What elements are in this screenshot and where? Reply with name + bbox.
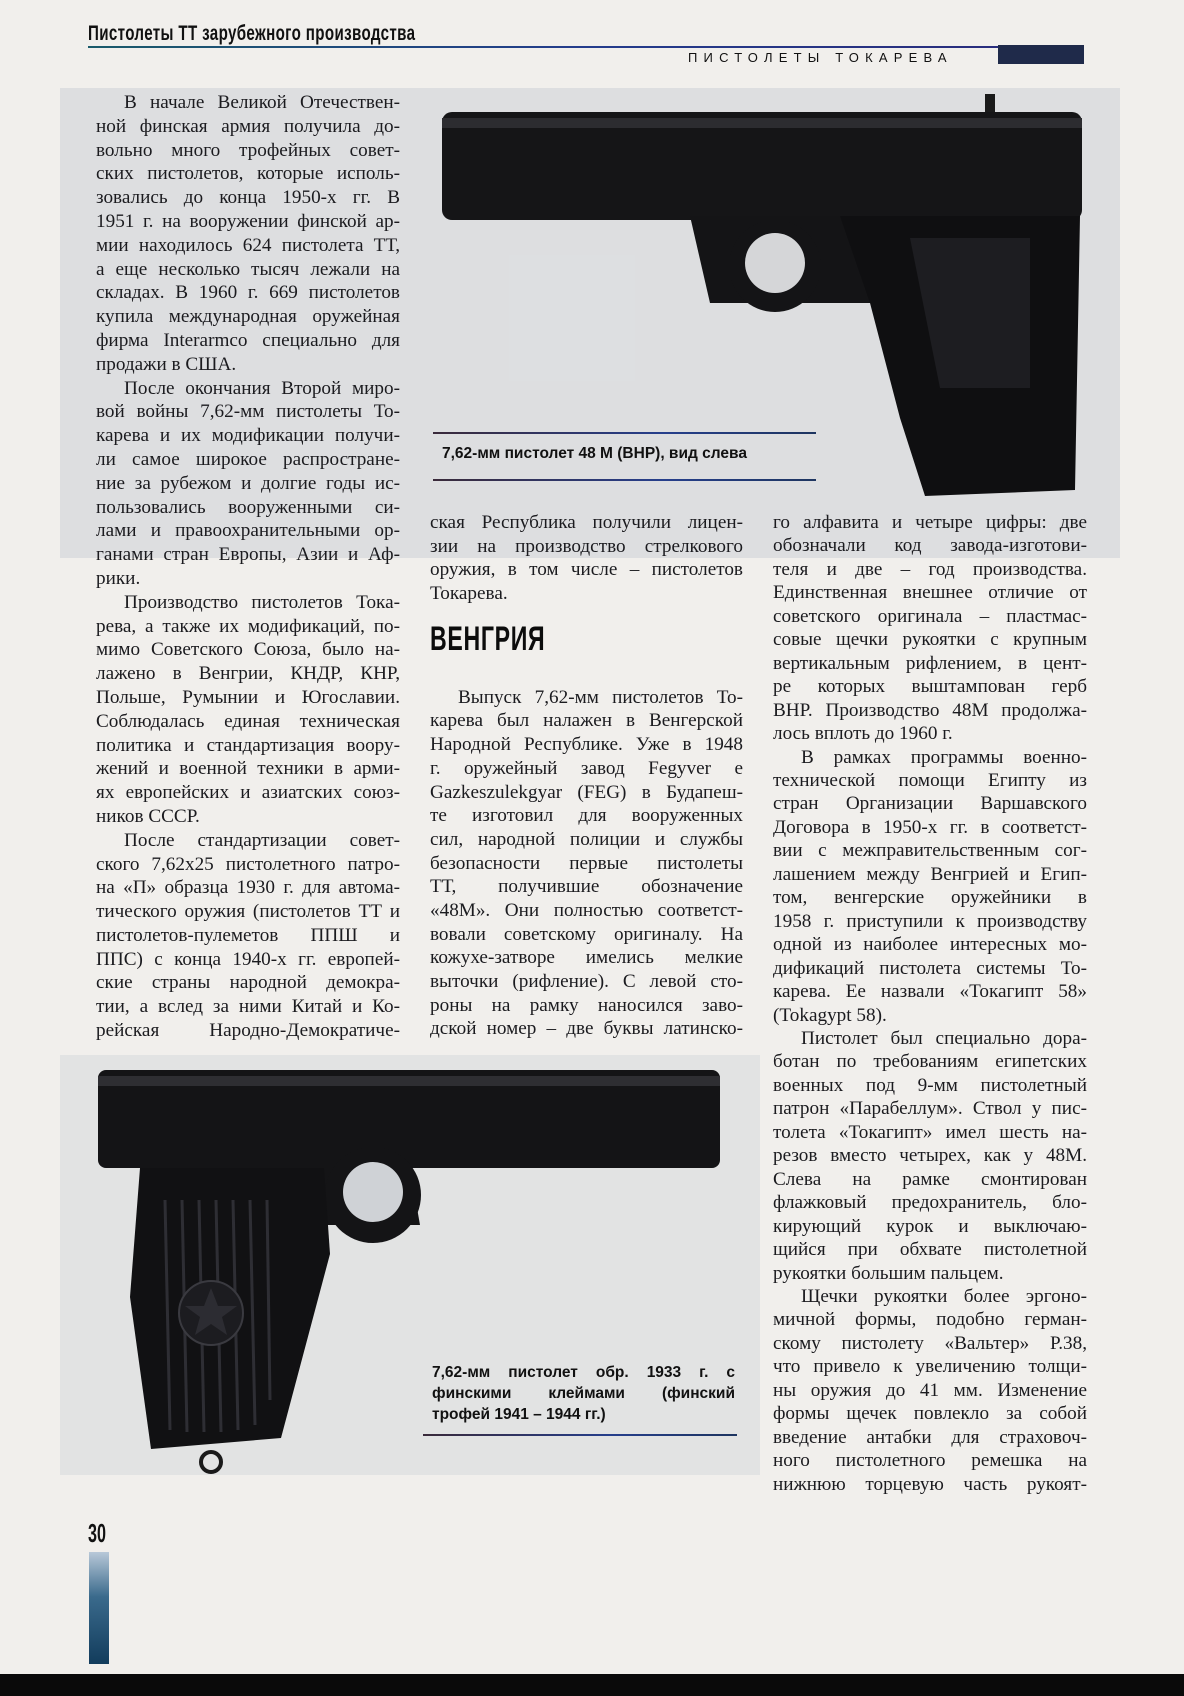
text-line: введение антабки для страховоч- <box>773 1426 1087 1448</box>
text-line: дской номер – две буквы латинско- <box>430 1018 743 1040</box>
text-line: советского оригинала – пластмас- <box>773 605 1087 627</box>
text-line: карева. Ее назвали «Токагипт 58» <box>773 981 1087 1003</box>
text-line: флажковый предохранитель, бло- <box>773 1192 1087 1214</box>
text-line: ре которых выштампован герб <box>773 676 1087 698</box>
text-line: мимо Советского Союза, было на- <box>96 639 400 661</box>
text-line: ганами стран Европы, Азии и Аф- <box>96 544 400 566</box>
text-line: Производство пистолетов Тока- <box>124 591 400 613</box>
text-line: карева и их модификации получи- <box>96 425 400 447</box>
text-line: кирующий курок и выключаю- <box>773 1215 1087 1237</box>
text-line: Единственная внешнее отличие от <box>773 582 1087 604</box>
caption-line: финскими клеймами (финский <box>432 1385 735 1402</box>
paragraph <box>96 829 400 1043</box>
bottom-caption-rule <box>423 1434 737 1436</box>
text-line: ях европейских и азиатских союз- <box>96 782 400 804</box>
section-heading: ВЕНГРИЯ <box>430 619 546 658</box>
text-line: сил, народной полиции и службы <box>430 828 743 850</box>
scan-edge <box>0 1674 1184 1696</box>
text-line: ного пистолетного ремешка на <box>773 1450 1087 1472</box>
text-line: купила международная оружейная <box>96 306 400 328</box>
paragraph <box>96 591 400 829</box>
text-line: 1958 г. приступили к производству <box>773 910 1087 932</box>
text-line: вертикальным рифлением, в цент- <box>773 652 1087 674</box>
text-line: го алфавита и четыре цифры: две <box>773 512 1087 533</box>
text-line: ВНР. Производство 48М продолжа- <box>773 699 1087 721</box>
top-caption-rule-upper <box>433 432 816 434</box>
header-rule <box>88 46 1082 48</box>
paragraph <box>773 746 1087 1027</box>
paragraph <box>773 1027 1087 1285</box>
text-line: В начале Великой Отечествен- <box>124 92 400 113</box>
text-line: кожухе-затворе имелись мелкие <box>430 947 743 969</box>
text-line: оружия, в том числе – пистолетов <box>430 559 743 581</box>
text-line: рева, а также их модификаций, по- <box>96 615 400 637</box>
text-line: мии находилось 624 пистолета ТТ, <box>96 234 400 256</box>
text-line: Польше, Румынии и Югославии. <box>96 686 400 708</box>
text-line: вии с межправительственным сог- <box>773 840 1087 862</box>
text-line: Выпуск 7,62-мм пистолетов То- <box>458 686 743 708</box>
text-line: вольно много трофейных совет- <box>96 139 400 161</box>
text-line: ны оружия до 41 мм. Изменение <box>773 1379 1087 1401</box>
text-line: пользовались вооруженными си- <box>96 496 400 518</box>
text-line: лами и правоохранительными ор- <box>96 520 400 542</box>
text-line: Слева на рамке смонтирован <box>773 1168 1087 1190</box>
bottom-caption <box>432 1362 735 1425</box>
text-line: Народной Республике. Уже в 1948 <box>430 734 743 756</box>
text-line: выточки (рифление). С левой сто- <box>430 971 743 992</box>
page-number: 30 <box>88 1518 106 1548</box>
text-line: (Tokagypt 58). <box>773 1004 887 1026</box>
text-line: ских пистолетов, которые исполь- <box>96 163 400 185</box>
text-line: рики. <box>96 567 141 589</box>
text-line: ская Республика получили лицен- <box>430 512 743 533</box>
text-line: стран Организации Варшавского <box>773 793 1087 815</box>
text-line: формы щечек повлекло за собой <box>773 1403 1087 1425</box>
text-line: мичной формы, подобно герман- <box>773 1309 1087 1331</box>
top-caption <box>442 445 812 463</box>
caption-line: трофей 1941 – 1944 гг.) <box>432 1406 606 1423</box>
text-line: Gazkeszulekgyar (FEG) в Будапеш- <box>430 781 743 803</box>
paragraph <box>96 377 400 591</box>
text-line: «48М». Они полностью соответст- <box>430 899 743 921</box>
text-line: продажи в США. <box>96 353 237 375</box>
caption-line: 7,62-мм пистолет 48 М (ВНР), вид слева <box>442 445 747 462</box>
text-line: ной финская армия получила до- <box>96 115 400 137</box>
text-line: карева был налажен в Венгерской <box>430 710 743 732</box>
paragraph <box>96 91 400 377</box>
text-line: вой войны 7,62-мм пистолеты То- <box>96 401 400 423</box>
top-caption-rule-lower <box>433 479 816 481</box>
text-line: жений и военной техники в арми- <box>96 758 400 780</box>
text-line: тического оружия (пистолетов ТТ и <box>96 901 400 923</box>
text-line: вовали советскому оригиналу. На <box>430 923 743 945</box>
text-line: те изготовил для вооруженных <box>430 805 743 827</box>
section-label: ПИСТОЛЕТЫ ТОКАРЕВА <box>688 50 953 65</box>
text-column-2 <box>430 511 743 1041</box>
text-line: г. оружейный завод Fegyver e <box>430 757 743 779</box>
text-line: нижнюю торцевую часть рукоят- <box>773 1473 1087 1495</box>
text-column-3 <box>773 511 1087 1496</box>
text-line: 1951 г. на вооружении финской ар- <box>96 210 400 232</box>
page-number-bar <box>89 1552 109 1664</box>
section-marker-box <box>998 45 1084 64</box>
text-line: военных под 9-мм пистолетный <box>773 1074 1087 1096</box>
text-line: на «П» образца 1930 г. для автома- <box>96 877 400 899</box>
text-line: Пистолет был специально дора- <box>801 1027 1087 1049</box>
text-line: пистолетов-пулеметов ППШ и <box>96 924 400 946</box>
paragraph <box>430 686 743 1041</box>
text-line: что привело к увеличению толщи- <box>773 1356 1087 1378</box>
text-line: обозначали код завода-изготови- <box>773 535 1087 557</box>
text-line: политика и стандартизация воору- <box>96 734 400 756</box>
paragraph <box>430 511 743 606</box>
text-line: ППС) с конца 1940-х гг. европей- <box>96 948 400 970</box>
pistol-48m-photo <box>430 88 1095 503</box>
text-line: Договора в 1950-х гг. в соответст- <box>773 816 1087 838</box>
text-line: безопасности первые пистолеты <box>430 852 743 874</box>
text-line: ского 7,62х25 пистолетного патро- <box>96 853 400 875</box>
text-line: а еще несколько тысяч лежали на <box>96 258 400 280</box>
text-line: роны на рамку наносился заво- <box>430 994 743 1016</box>
text-line: рейская Народно-Демократиче- <box>96 1020 400 1042</box>
paragraph <box>773 511 1087 746</box>
text-line: Соблюдалась единая техническая <box>96 710 400 732</box>
text-line: совые щечки рукоятки с крупным <box>773 629 1087 651</box>
text-line: Токарева. <box>430 583 508 605</box>
text-line: толета «Токагипт» имел шесть на- <box>773 1121 1087 1143</box>
text-line: В рамках программы военно- <box>801 746 1087 768</box>
text-line: фирма Interarmco специально для <box>96 329 400 351</box>
running-title: Пистолеты ТТ зарубежного производства <box>88 22 416 45</box>
text-line: лашением между Венгрией и Егип- <box>773 863 1087 885</box>
text-line: зовались до конца 1950-х гг. В <box>96 187 400 209</box>
text-line: ников СССР. <box>96 805 200 827</box>
text-line: технической помощи Египту из <box>773 769 1087 791</box>
text-line: складах. В 1960 г. 669 пистолетов <box>96 282 400 304</box>
text-line: теля и две – год производства. <box>773 558 1087 580</box>
text-line: лось вплоть до 1960 г. <box>773 723 953 745</box>
text-line: ТТ, получившие обозначение <box>430 876 743 898</box>
text-line: лажено в Венгрии, КНДР, КНР, <box>96 663 400 685</box>
text-line: дификаций пистолета системы То- <box>773 957 1087 979</box>
text-line: ли самое широкое распростране- <box>96 448 400 470</box>
paragraph <box>773 1285 1087 1496</box>
text-line: После окончания Второй миро- <box>124 377 400 399</box>
text-line: ние за рубежом и долгие годы ис- <box>96 472 400 494</box>
text-line: Щечки рукоятки более эргоно- <box>801 1285 1087 1307</box>
text-line: тии, а вслед за ними Китай и Ко- <box>96 996 400 1018</box>
text-line: ские страны народной демокра- <box>96 972 400 994</box>
text-line: резов вместо четырех, как у 48М. <box>773 1145 1087 1167</box>
caption-line: 7,62-мм пистолет обр. 1933 г. с <box>432 1364 735 1381</box>
text-line: скому пистолету «Вальтер» Р.38, <box>773 1332 1087 1354</box>
text-line: том, венгерские оружейники в <box>773 887 1087 909</box>
text-line: одной из наиболее интересных мо- <box>773 934 1087 956</box>
text-line: рукоятки большим пальцем. <box>773 1262 1004 1284</box>
text-line: патрон «Парабеллум». Ствол у пис- <box>773 1098 1087 1120</box>
text-line: ботан по требованиям египетских <box>773 1051 1087 1073</box>
text-line: щийся при обхвате пистолетной <box>773 1239 1087 1261</box>
text-column-1 <box>96 91 400 1043</box>
text-line: После стандартизации совет- <box>124 829 400 851</box>
text-line: зии на производство стрелкового <box>430 535 743 557</box>
